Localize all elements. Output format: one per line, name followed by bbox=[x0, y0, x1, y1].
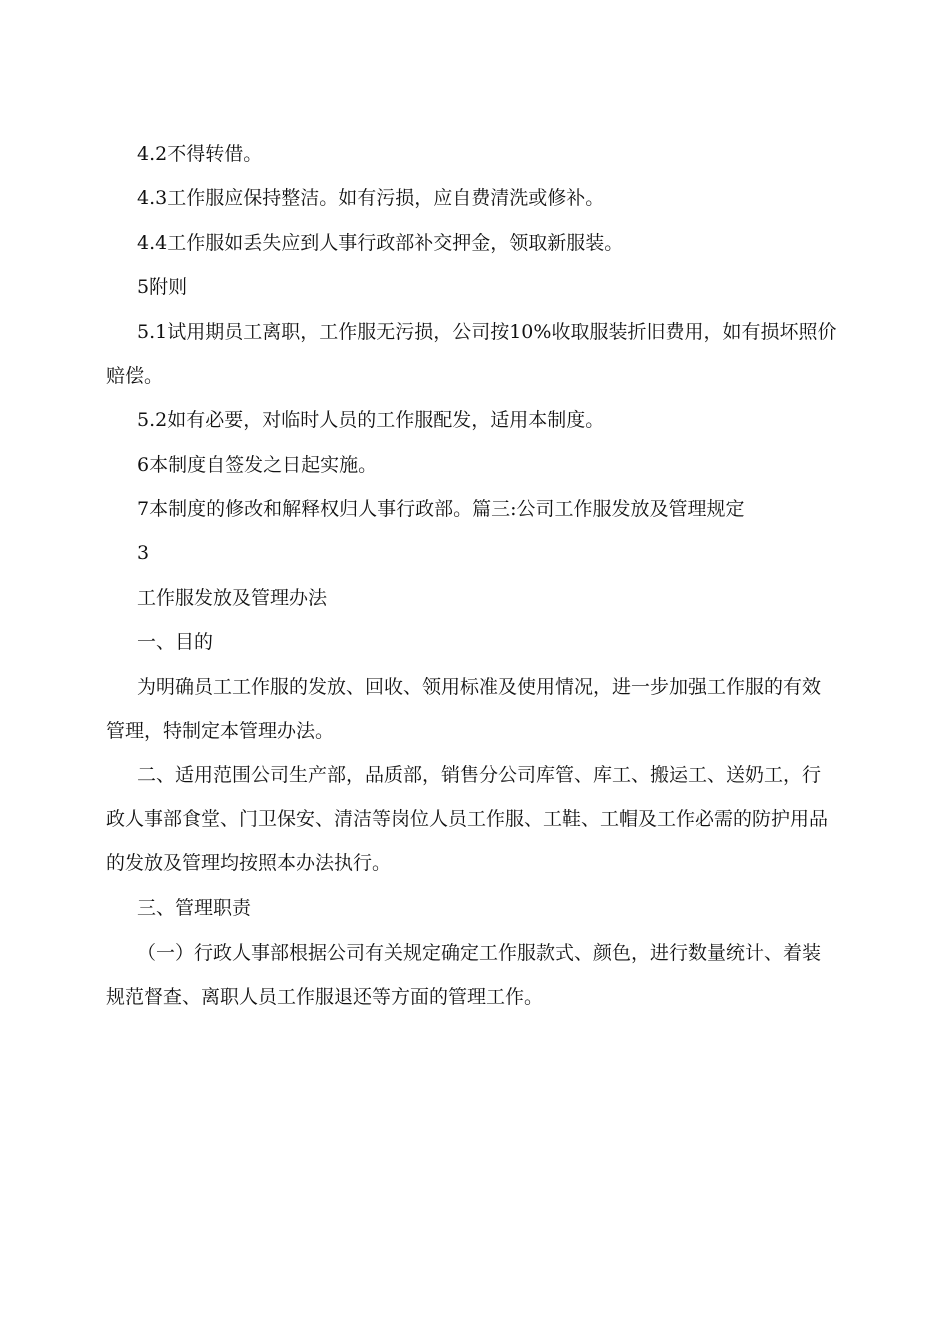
section-title: 工作服发放及管理办法 bbox=[137, 587, 328, 609]
paragraph-responsibility-1: （一）行政人事部根据公司有关规定确定工作服款式、颜色，进行数量统计、着装规范督查、离职人员工作服退还等方面的管理工作。 bbox=[106, 942, 822, 1008]
page-number-text: 3 bbox=[137, 542, 150, 564]
heading-purpose: 一、目的 bbox=[137, 631, 214, 653]
paragraph-scope: 二、适用范围公司生产部，品质部，销售分公司库管、库工、搬运工、送奶工，行政人事部食堂、门卫保安、清洁等岗位人员工作服、工鞋、工帽及工作必需的防护用品的发放及管理均按照本办法执行。 bbox=[106, 764, 829, 874]
paragraph-4-4: 4.4工作服如丢失应到人事行政部补交押金，领取新服装。 bbox=[137, 232, 624, 254]
heading-responsibilities: 三、管理职责 bbox=[137, 897, 252, 919]
paragraph-purpose: 为明确员工工作服的发放、回收、领用标准及使用情况，进一步加强工作服的有效管理，特制定本管理办法。 bbox=[106, 676, 822, 742]
paragraph-5-1: 5.1试用期员工离职，工作服无污损，公司按10%收取服装折旧费用，如有损坏照价赔偿。 bbox=[106, 321, 837, 387]
paragraph-6: 6本制度自签发之日起实施。 bbox=[137, 454, 378, 476]
paragraph-4-2: 4.2不得转借。 bbox=[137, 143, 263, 165]
paragraph-4-3: 4.3工作服应保持整洁。如有污损，应自费清洗或修补。 bbox=[137, 187, 605, 209]
paragraph-5-2: 5.2如有必要，对临时人员的工作服配发，适用本制度。 bbox=[137, 409, 605, 431]
paragraph-7: 7本制度的修改和解释权归人事行政部。篇三:公司工作服发放及管理规定 bbox=[137, 498, 745, 520]
paragraph-5: 5附则 bbox=[137, 276, 188, 298]
